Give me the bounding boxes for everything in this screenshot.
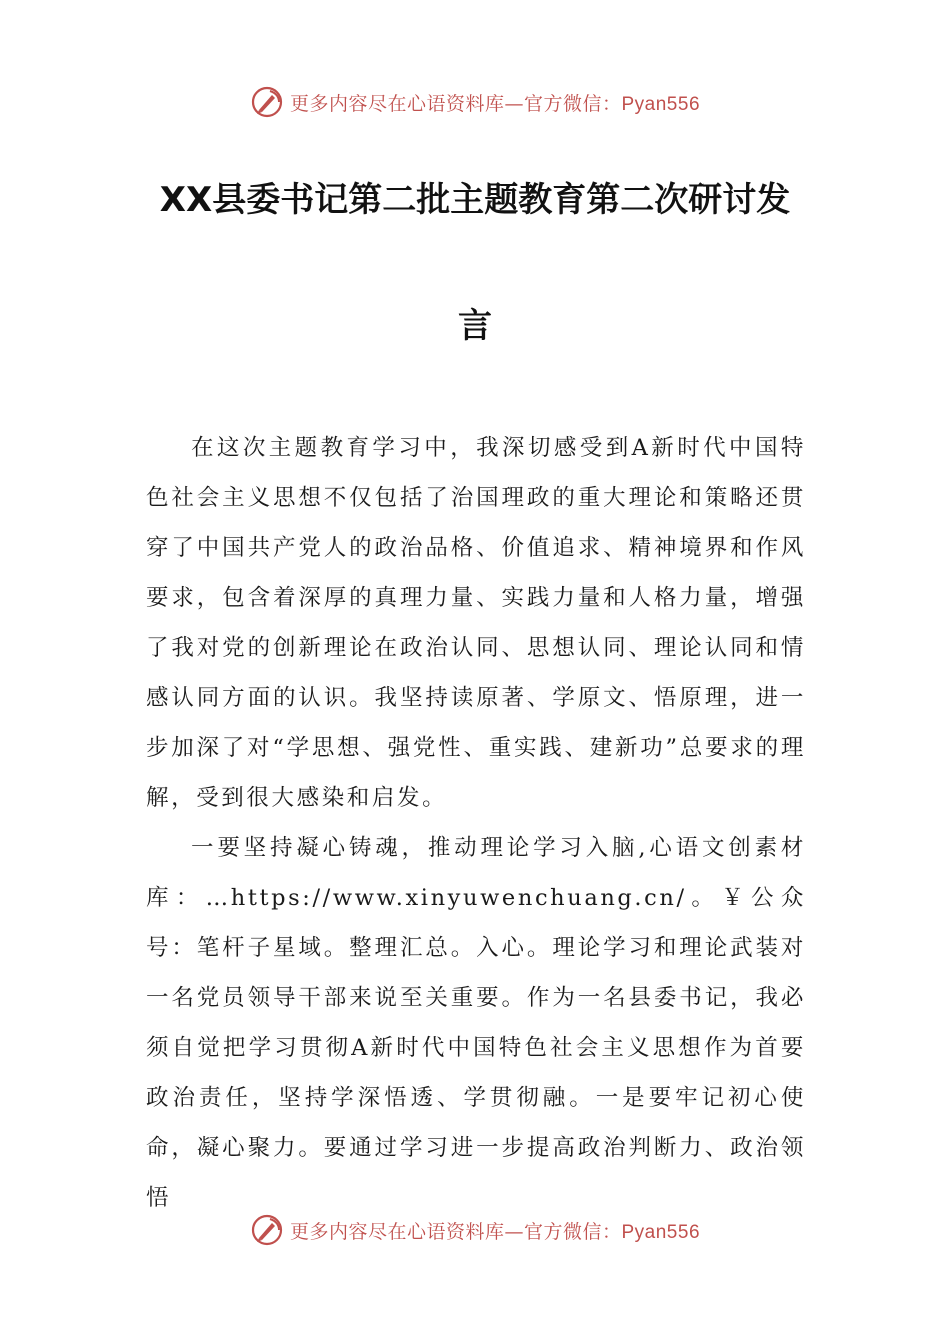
watermark-wechat-id: Pyan556 (621, 1221, 701, 1243)
watermark-dash: — (504, 92, 524, 115)
pen-logo-icon (250, 1213, 284, 1247)
document-title-line-1: XX县委书记第二批主题教育第二次研讨发 (159, 180, 791, 220)
watermark-wechat-id: Pyan556 (621, 93, 701, 115)
header-watermark (0, 82, 950, 122)
pen-logo-icon (250, 85, 284, 119)
watermark-dash: — (504, 1220, 524, 1243)
watermark-main: 更多内容尽在心语资料库 (289, 1220, 505, 1243)
watermark-text (290, 1217, 700, 1244)
watermark-wechat-label: 官方微信： (523, 92, 622, 115)
document-title-line-2: 言 (458, 306, 492, 346)
footer-watermark (0, 1210, 950, 1250)
document-body (146, 423, 806, 1223)
body-paragraph-1: 在这次主题教育学习中，我深切感受到A新时代中国特色社会主义思想不仅包括了治国理政的重大理论和策略还贯穿了中国共产党人的政治品格、价值追求、精神境界和作风要求，包含着深厚的真理力量、实践力量和人格力量，增强了我对党的创新理论在政治认同、思想认同、理论认同和情感认同方面的认识。我坚持读原著、学原文、悟原理，进一步加深了对“学思想、强党性、重实践、建新功”总要求的理解，受到很大感染和启发。 (146, 435, 806, 811)
body-paragraph-2: 一要坚持凝心铸魂，推动理论学习入脑,心语文创素材库：…https://www.xinyuwenchuang.cn/。￥公众号：笔杆子星域。整理汇总。入心。理论学习和理论武装对一名党员领导干部来说至关重要。作为一名县委书记，我必须自觉把学习贯彻A新时代中国特色社会主义思想作为首要政治责任，坚持学深悟透、学贯彻融。一是要牢记初心使命，凝心聚力。要通过学习进一步提高政治判断力、政治领悟 (146, 835, 806, 1211)
watermark-wechat-label: 官方微信： (523, 1220, 622, 1243)
watermark-text (290, 89, 700, 116)
watermark-main: 更多内容尽在心语资料库 (289, 92, 505, 115)
